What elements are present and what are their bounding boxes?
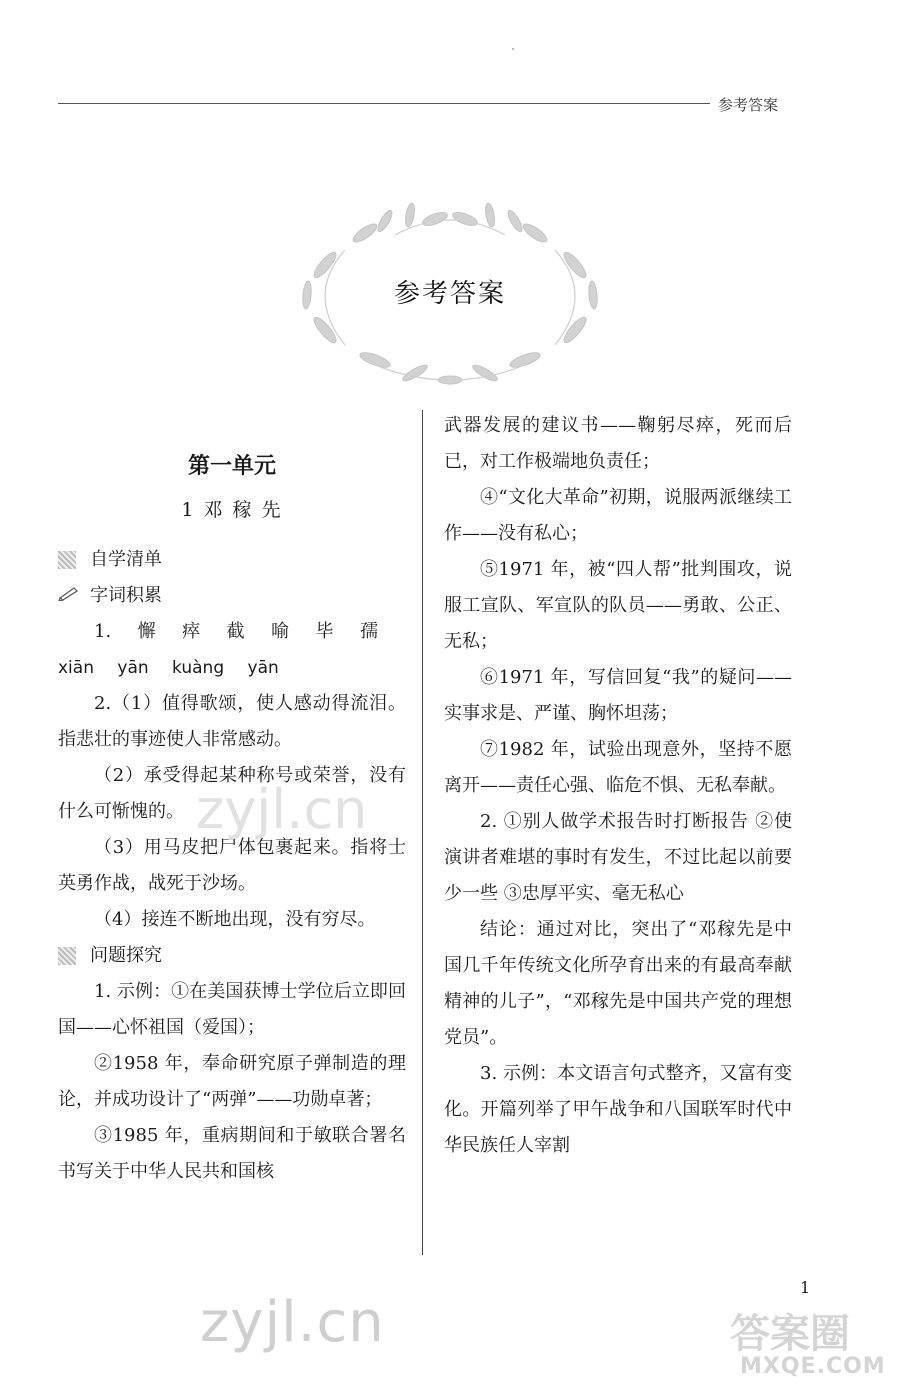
answer-paragraph: 结论：通过对比，突出了“邓稼先是中国几千年传统文化所孕育出来的有最高奉献精神的儿子”，“邓稼先是中国共产党的理想党员”。 <box>444 919 792 1048</box>
vocab-pinyin-row: xiān yān kuàng yān <box>58 658 279 678</box>
watermark-corner-top: 答案圈 <box>730 1311 850 1357</box>
pen-icon-glyph <box>58 585 80 601</box>
title-ornament <box>285 195 615 395</box>
answer-paragraph: ⑥1971 年，写信回复“我”的疑问——实事求是、严谨、胸怀坦荡； <box>444 667 792 724</box>
vocab-char: 截 <box>226 621 245 642</box>
answer-paragraph: ⑦1982 年，试验出现意外，坚持不愿离开——责任心强、临危不惧、无私奉献。 <box>444 739 792 796</box>
answer-paragraph: （3）用马皮把尸体包裹起来。指将士英勇作战，战死于沙场。 <box>58 837 406 894</box>
speck <box>512 48 514 50</box>
unit-title: 第一单元 <box>187 453 276 479</box>
section-marker-icon <box>58 947 76 965</box>
answer-paragraph: 1. 示例：①在美国获博士学位后立即回国——心怀祖国（爱国）； <box>58 981 406 1038</box>
vocab-char: 懈 <box>137 621 156 642</box>
answer-paragraph: ②1958 年，奉命研究原子弹制造的理论，并成功设计了“两弹”——功勋卓著； <box>58 1053 406 1110</box>
vocab-char: 孺 <box>360 621 378 642</box>
answer-paragraph: 武器发展的建议书——鞠躬尽瘁，死而后已，对工作极端地负责任； <box>444 415 792 472</box>
column-divider <box>422 410 423 1255</box>
pen-icon <box>58 578 80 614</box>
subsection-vocab-label: 字词积累 <box>90 585 162 606</box>
section-marker-icon <box>58 551 76 569</box>
watermark-corner-bottom: MXQE.COM <box>740 1354 886 1379</box>
vocab-char-row <box>58 614 406 650</box>
page-number: 1 <box>800 1278 811 1297</box>
lesson-title: 1 邓 稼 先 <box>181 499 283 521</box>
page-title: 参考答案 <box>393 279 506 309</box>
watermark-middle: zyjl.cn <box>196 778 368 841</box>
answer-paragraph: ③1985 年，重病期间和于敏联合署名书写关于中华人民共和国核 <box>58 1125 406 1182</box>
answer-paragraph: ④“文化大革命”初期，说服两派继续工作——没有私心； <box>444 487 792 544</box>
header-label: 参考答案 <box>718 96 779 114</box>
answer-paragraph: ⑤1971 年，被“四人帮”批判围攻，说服工宣队、军宣队的队员——勇敢、公正、无私； <box>444 559 792 652</box>
watermark-corner <box>720 1300 890 1385</box>
answer-paragraph: 3. 示例：本文语言句式整齐，又富有变化。开篇列举了甲午战争和八国联军时代中华民族任人宰割 <box>444 1063 792 1156</box>
right-column <box>444 408 792 1164</box>
vocab-char: 喻 <box>271 621 290 642</box>
vocab-char: 毕 <box>315 621 334 642</box>
answer-paragraph: （2）承受得起某种称号或荣誉，没有什么可惭愧的。 <box>58 765 406 822</box>
answer-paragraph: 2. ①别人做学术报告时打断报告 ②使演讲者难堪的事时有发生，不过比起以前要少一些 ③忠厚平实、毫无私心 <box>444 811 792 904</box>
vocab-char: 瘁 <box>182 621 201 642</box>
section-inquiry-label: 问题探究 <box>90 945 162 966</box>
answer-paragraph: （4）接连不断地出现，没有穷尽。 <box>94 909 376 930</box>
section-self-study-label: 自学清单 <box>90 549 162 570</box>
vocab-item-label: 1. <box>94 621 112 642</box>
watermark-bottom: zyjl.cn <box>200 1290 385 1355</box>
section-self-study <box>58 542 406 578</box>
subsection-vocab <box>58 578 406 614</box>
header-rule <box>58 103 710 104</box>
answer-paragraph: 2.（1）值得歌颂，使人感动得流泪。指悲壮的事迹使人非常感动。 <box>58 693 406 750</box>
section-inquiry <box>58 938 406 974</box>
